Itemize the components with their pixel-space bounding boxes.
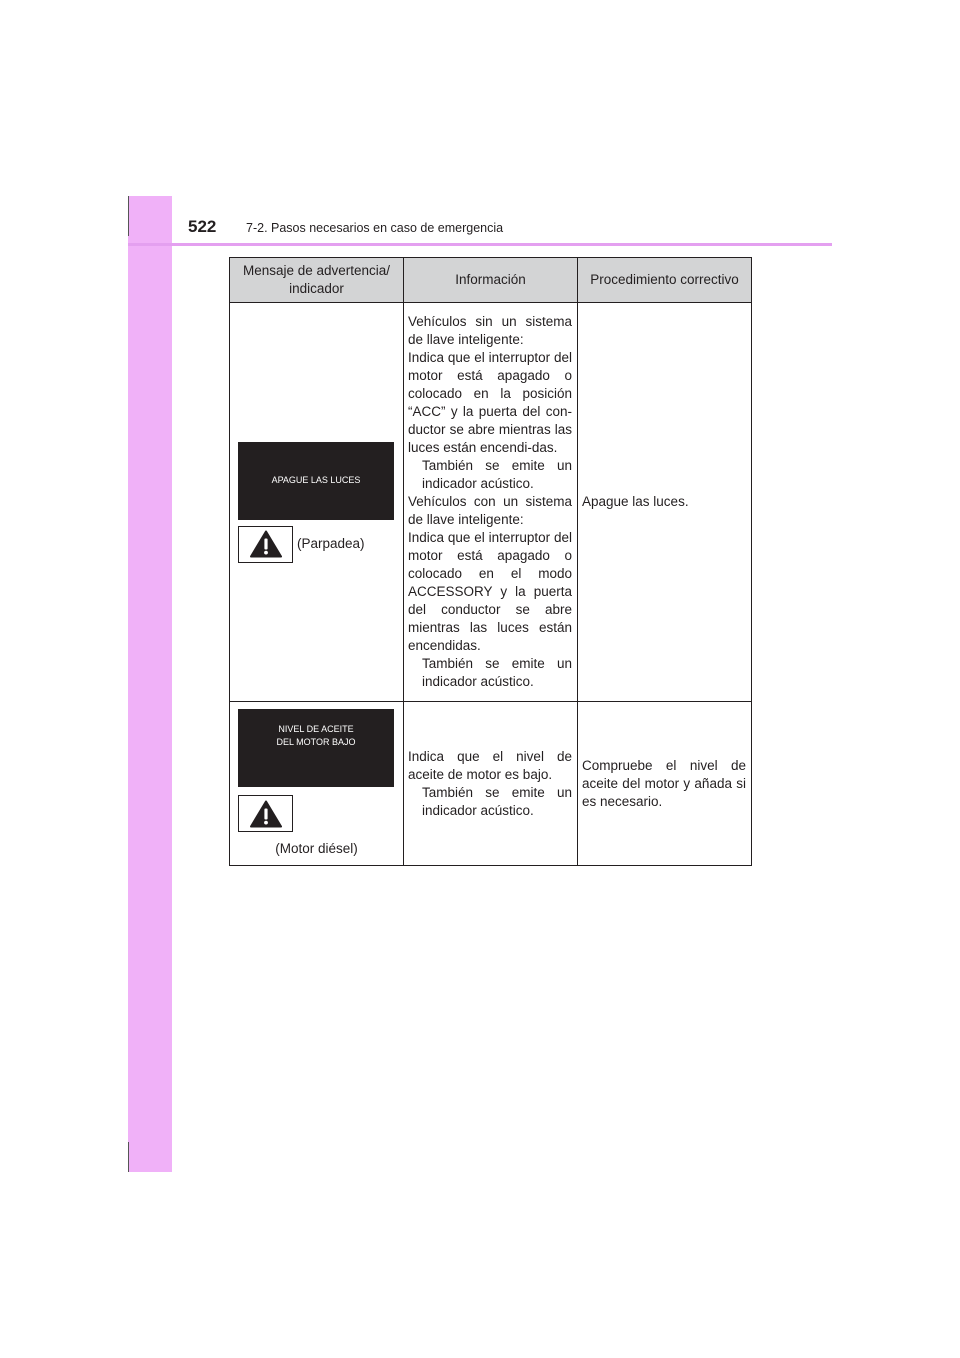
info-note: También se emite un indicador acústico. — [422, 784, 572, 818]
table-row — [230, 702, 752, 866]
warning-message-table — [229, 257, 752, 866]
message-cell — [230, 303, 404, 702]
side-tab-bar — [128, 196, 172, 1172]
info-note: También se emite un indicador acústico. — [422, 656, 572, 689]
header-rule — [128, 243, 832, 246]
section-title: 7-2. Pasos necesarios en caso de emergencia — [246, 221, 504, 235]
icon-caption: (Motor diésel) — [275, 841, 358, 856]
info-paragraph: Vehículos con un sistema de llave inteligente: — [408, 494, 572, 527]
info-note: También se emite un indicador acústico. — [422, 458, 572, 491]
warning-triangle-icon — [238, 526, 293, 563]
side-tick-mark — [128, 1142, 129, 1172]
message-cell — [230, 702, 404, 866]
column-header-info: Información — [404, 258, 578, 303]
display-message-text: APAGUE LAS LUCES — [271, 475, 361, 485]
warning-indicator-row — [238, 526, 403, 563]
info-cell — [404, 303, 578, 702]
page-number: 522 — [188, 217, 217, 236]
procedure-cell — [578, 702, 752, 866]
info-paragraph: Vehículos sin un sistema de llave inteligente: — [408, 314, 572, 347]
info-paragraph: Indica que el interruptor del motor está apagado o colocado en la posición “ACC” y la puerta del con-ductor se abre mientras las luces están encendi-das. — [408, 350, 572, 455]
display-message-box — [238, 442, 394, 520]
warning-indicator-row — [238, 795, 403, 832]
icon-caption: (Parpadea) — [297, 536, 365, 551]
warning-triangle-icon — [238, 795, 293, 832]
display-message-text: NIVEL DE ACEITE — [278, 724, 354, 734]
display-message-text: DEL MOTOR BAJO — [276, 737, 356, 747]
table-header-row — [230, 258, 752, 303]
info-cell — [404, 702, 578, 866]
info-paragraph: Indica que el interruptor del motor está apagado o colocado en el modo ACCESSORY y la puerta del conductor se abre mientras las luces están encendidas. — [408, 530, 572, 653]
column-header-message: Mensaje de advertencia/ indicador — [230, 258, 404, 303]
procedure-cell — [578, 303, 752, 702]
table-row — [230, 303, 752, 702]
column-header-procedure: Procedimiento correctivo — [578, 258, 752, 303]
procedure-text: Compruebe el nivel de aceite del motor y añada si es necesario. — [582, 757, 746, 809]
procedure-text: Apague las luces. — [582, 494, 689, 509]
side-tick-mark — [128, 196, 129, 236]
display-message-box — [238, 709, 394, 787]
info-paragraph: Indica que el nivel de aceite de motor es bajo. — [408, 748, 572, 782]
